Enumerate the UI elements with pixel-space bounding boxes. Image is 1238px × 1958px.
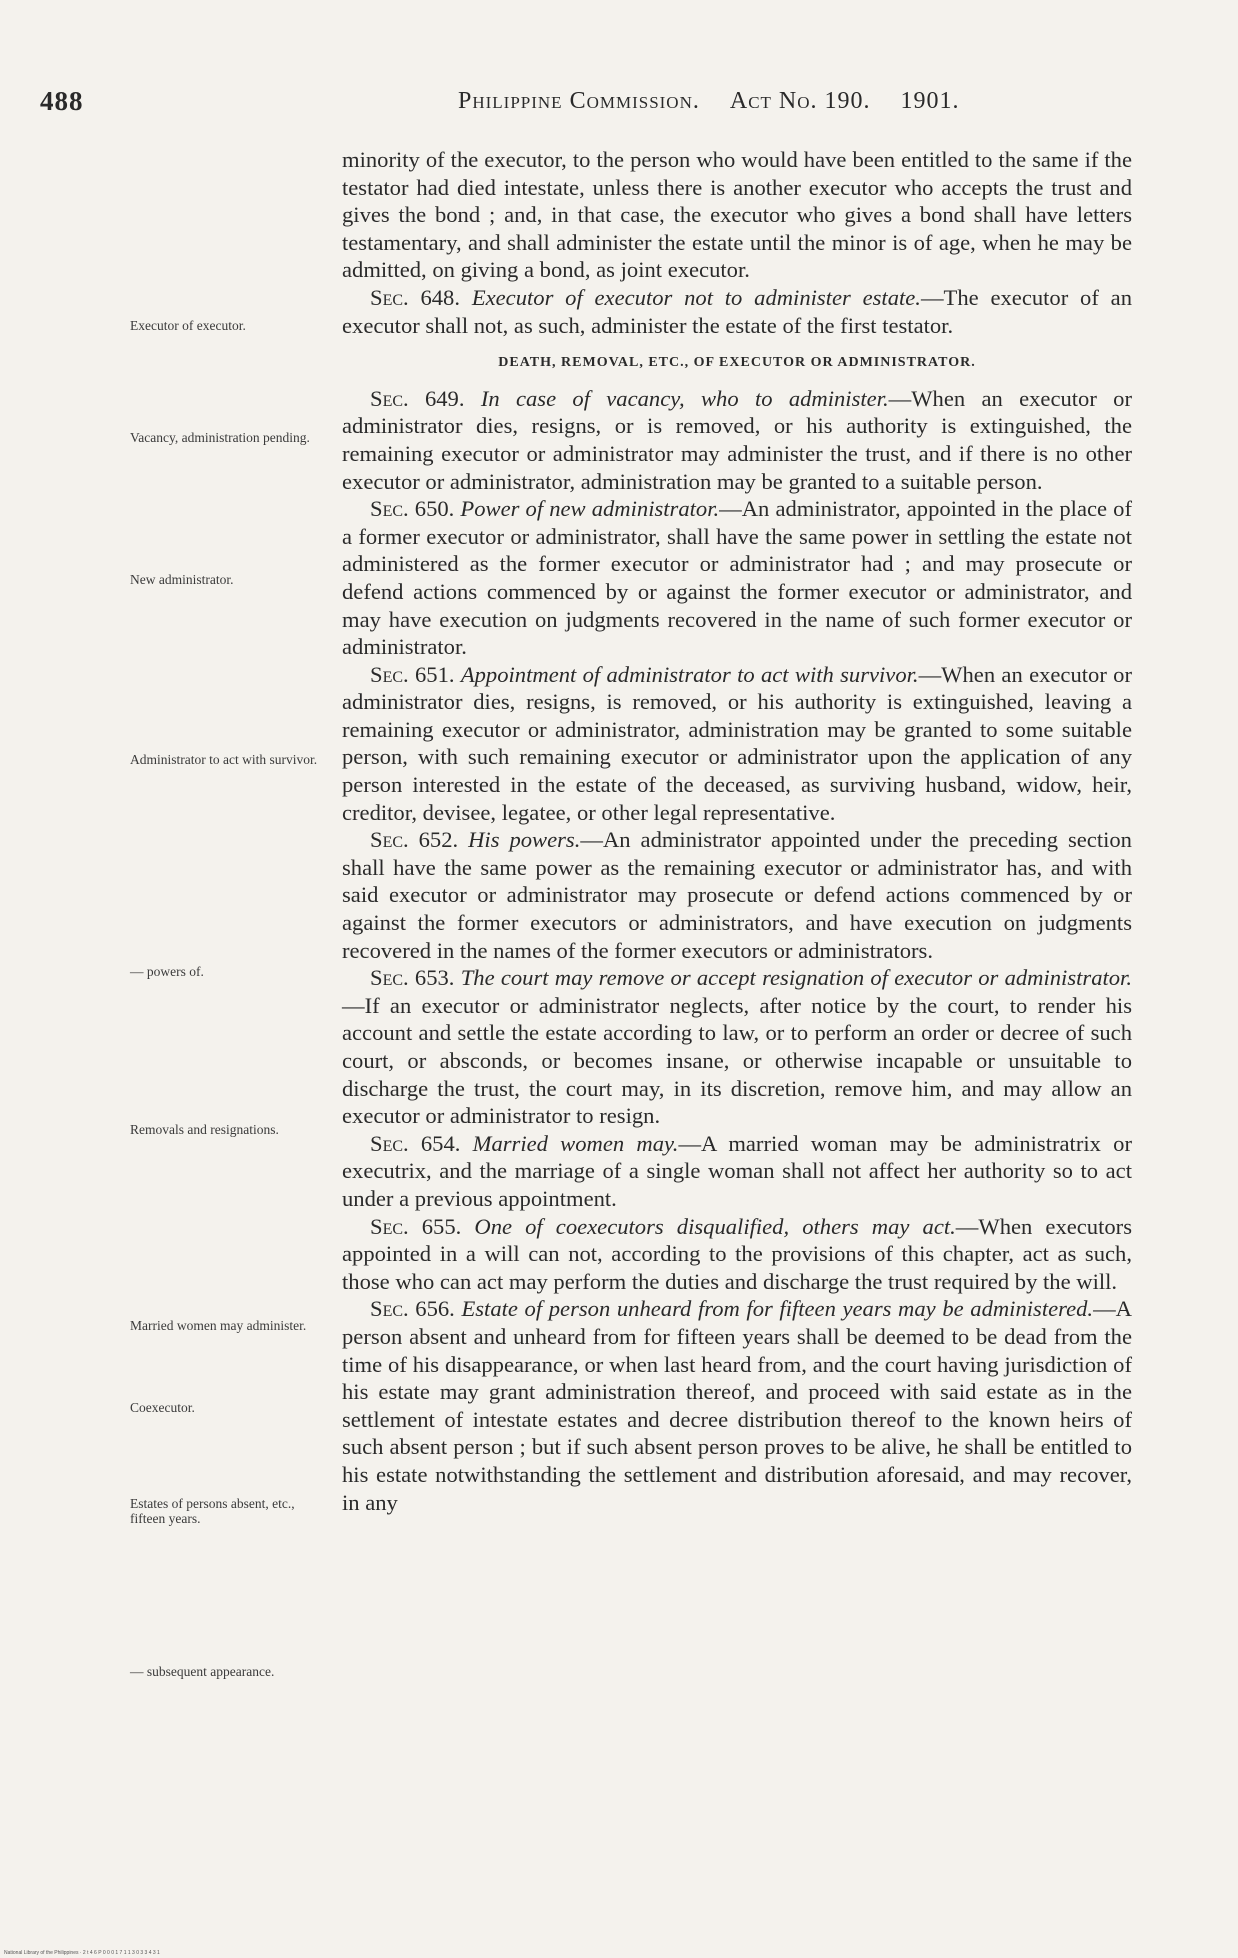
section-text: —If an executor or administrator neglects, after notice by the court, to render his account and settle the estate according to law, or to perform an order or decree of such court, or absconds, or becomes insane, or otherwise incapable or unsuitable to discharge the trust, the court may, in its discretion, remove him, and may allow an executor or administrator to resign.	[342, 992, 1132, 1129]
section-title: Appointment of administrator to act with survivor.	[460, 661, 919, 687]
section-653	[342, 964, 1132, 1130]
margin-note-new-administrator: New administrator.	[130, 572, 234, 587]
section-number: Sec. 654.	[370, 1130, 461, 1156]
section-text: —An administrator, appointed in the place of a former executor or administrator, shall have the same power in settling the estate not administered as the former executor or administrator had ; and may prosecute or defend actions commenced by or against the former executor or administrator, and may have execution on judgments recovered in the name of such former executor or administrator.	[342, 496, 1132, 660]
running-head-publisher: Philippine Commission.	[458, 88, 700, 114]
section-number: Sec. 656.	[370, 1296, 455, 1322]
intro-paragraph: minority of the executor, to the person who would have been entitled to the same if the testator had died intestate, unless there is another executor who accepts the trust and gives the bond ; and, in that case, the executor who gives a bond shall have letters testamentary, and shall administer the estate until the minor is of age, when he may be admitted, on giving a bond, as joint executor.	[342, 147, 1132, 283]
scan-footer: National Library of the Philippines · 2 t 4 6 P 0 0 0 1 7 1 1 3 0 3 3 4 3 1	[4, 1950, 160, 1956]
section-text: —An administrator appointed under the preceding section shall have the same power as the remaining executor or administrator has, and with said executor or administrator may prosecute or defend actions commenced by or against the former executors or administrators, and have execution on judgments recovered in the names of the former executors or administrators.	[342, 827, 1132, 963]
section-text: —When executors appointed in a will can not, according to the provisions of this chapter, act as such, those who can act may perform the duties and discharge the trust required by the will.	[342, 1213, 1132, 1294]
margin-note-coexecutor: Coexecutor.	[130, 1400, 195, 1415]
section-text: —When an executor or administrator dies, resigns, is removed, or his authority is extinguished, leaving a remaining executor or administrator, administration may be granted to some suitable person, with such remaining executor or administrator upon the application of any person interested in the estate of the deceased, as surviving husband, widow, heir, creditor, devisee, legatee, or other legal representative.	[342, 661, 1132, 825]
section-656	[342, 1295, 1132, 1516]
section-654	[342, 1130, 1132, 1213]
section-648	[342, 284, 1132, 339]
margin-note-subsequent-appearance: — subsequent appearance.	[130, 1664, 275, 1679]
section-652	[342, 826, 1132, 964]
section-number: Sec. 651.	[370, 661, 455, 687]
section-651	[342, 661, 1132, 827]
section-number: Sec. 652.	[370, 827, 459, 853]
section-title: In case of vacancy, who to administer.	[480, 385, 889, 411]
section-text: —The executor of an executor shall not, as such, administer the estate of the first testator.	[342, 284, 1132, 338]
section-number: Sec. 649.	[370, 385, 465, 411]
margin-note-vacancy: Vacancy, administration pending.	[130, 430, 310, 445]
section-title: Married women may.	[472, 1130, 679, 1156]
section-number: Sec. 648.	[370, 284, 460, 310]
running-head	[458, 88, 960, 115]
margin-note-married-women: Married women may administer.	[130, 1318, 307, 1333]
margin-note-administrator-with-survivor: Administrator to act with survivor.	[130, 752, 318, 767]
section-title: The court may remove or accept resignation of executor or administrator.	[460, 965, 1132, 991]
section-title: Power of new administrator.	[460, 496, 720, 522]
section-number: Sec. 655.	[370, 1213, 462, 1239]
page-number: 488	[40, 86, 84, 116]
margin-note-powers-of: — powers of.	[130, 964, 204, 979]
section-title: One of coexecutors disqualified, others may act.	[474, 1213, 956, 1239]
margin-note-removals-resignations: Removals and resignations.	[130, 1122, 279, 1137]
chapter-subheading: DEATH, REMOVAL, ETC., OF EXECUTOR OR ADMINISTRATOR.	[498, 355, 976, 371]
section-649	[342, 385, 1132, 495]
margin-note-estates-absent: Estates of persons absent, etc., fifteen years.	[130, 1496, 295, 1526]
section-title: Estate of person unheard from for fifteen years may be administered.	[461, 1296, 1094, 1322]
section-title: Executor of executor not to administer estate.	[471, 284, 921, 310]
section-number: Sec. 653.	[370, 965, 455, 991]
margin-note-executor-of-executor: Executor of executor.	[130, 318, 246, 333]
section-text: —A married woman may be administratrix or executrix, and the marriage of a single woman shall not affect her authority so to act under a previous appointment.	[342, 1130, 1132, 1211]
section-text: —When an executor or administrator dies, resigns, or is removed, or his authority is extinguished, the remaining executor or administrator may administer the trust, and if there is no other executor or administrator, administration may be granted to a suitable person.	[342, 385, 1132, 494]
body-text	[342, 146, 1132, 1516]
section-number: Sec. 650.	[370, 496, 455, 522]
running-head-year: 1901.	[900, 88, 960, 114]
section-text: —A person absent and unheard from for fifteen years shall be deemed to be dead from the time of his disappearance, or when last heard from, and the court having jurisdiction of his estate may grant administration thereof, and proceed with said estate as in the settlement of intestate estates and decree distribution thereof to the known heirs of such absent person ; but if such absent person proves to be alive, he shall be entitled to his estate notwithstanding the settlement and distribution aforesaid, and may recover, in any	[342, 1296, 1132, 1515]
section-650	[342, 495, 1132, 661]
running-head-act: Act No. 190.	[729, 88, 871, 114]
section-655	[342, 1213, 1132, 1296]
section-title: His powers.	[468, 827, 581, 853]
